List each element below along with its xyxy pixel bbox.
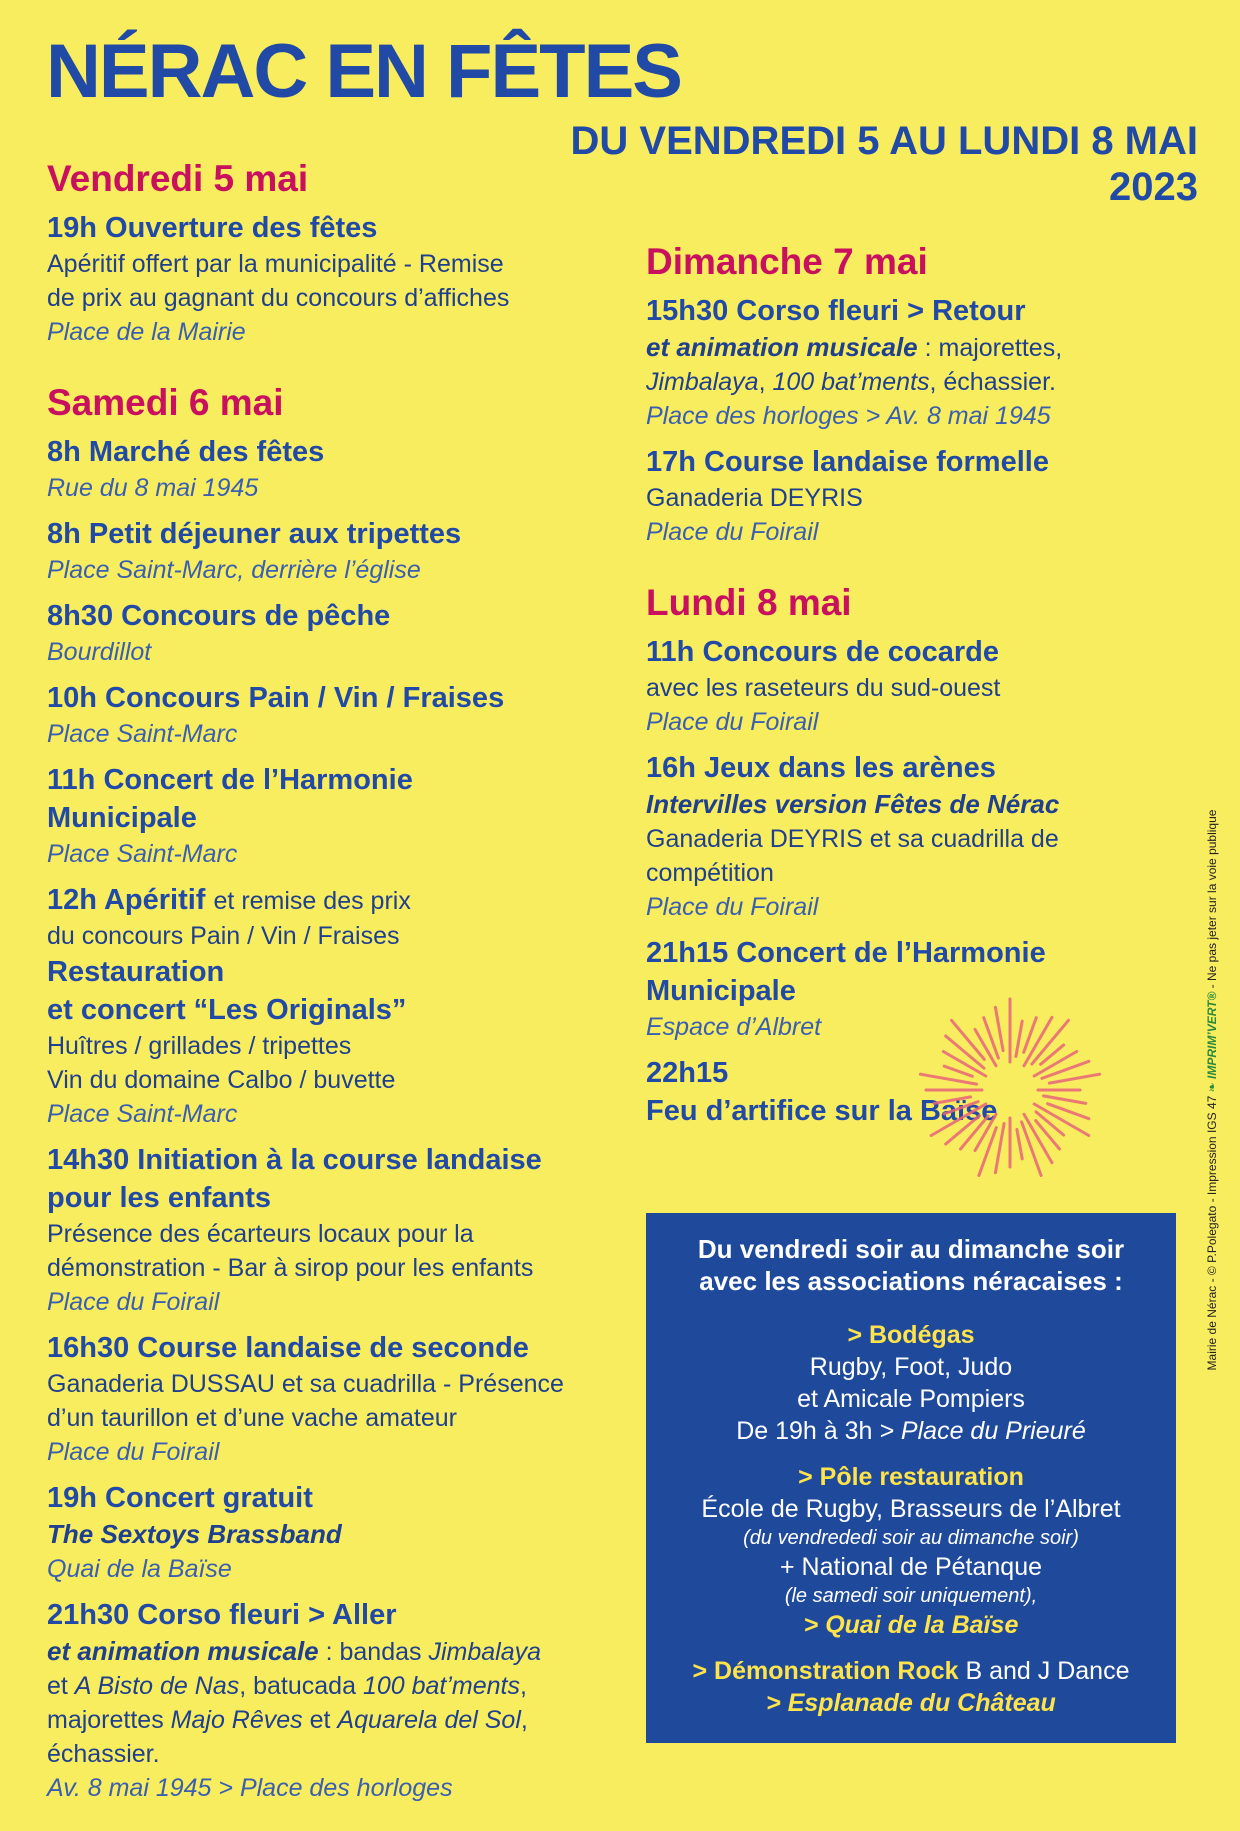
event-item: [47, 1479, 627, 1586]
text: : bandas: [318, 1638, 429, 1666]
event-time: 8h: [47, 436, 81, 468]
firework-ray: [1036, 1121, 1060, 1149]
firework-ray: [1016, 1021, 1022, 1056]
band-name: Jimbalaya: [646, 368, 759, 396]
event-desc: Ganaderia DEYRIS et sa cuadrilla de: [646, 825, 1059, 853]
event-item: [47, 597, 627, 669]
event-item: [646, 443, 1146, 549]
text: ,: [520, 1672, 527, 1700]
assoc-section-pole: [646, 1461, 1176, 1641]
event-desc: compétition: [646, 859, 774, 887]
event-desc: du concours Pain / Vin / Fraises: [47, 922, 400, 950]
event-place: Place du Foirail: [646, 893, 819, 921]
event-title-cont: Municipale: [646, 975, 796, 1007]
firework-ray: [1022, 1122, 1042, 1176]
assoc-line: + National de Pétanque: [779, 1553, 1042, 1581]
firework-ray: [1049, 1074, 1099, 1083]
event-time: 11h: [47, 764, 96, 796]
event-title: Course landaise formelle: [704, 446, 1049, 478]
text: ,: [520, 1706, 528, 1734]
event-desc: Huîtres / grillades / tripettes: [47, 1032, 352, 1060]
event-title: Course landaise de seconde: [137, 1332, 529, 1364]
page-title: NÉRAC EN FÊTES: [46, 29, 681, 114]
event-place: Rue du 8 mai 1945: [47, 474, 259, 502]
firework-icon: [910, 990, 1110, 1190]
event-title: Corso fleuri > Aller: [137, 1599, 397, 1631]
assoc-title: > Pôle restauration: [798, 1463, 1024, 1491]
event-desc: Ganaderia DUSSAU et sa cuadrilla - Présence: [47, 1370, 564, 1398]
text: et: [47, 1672, 75, 1700]
event-place: Place du Foirail: [646, 708, 819, 736]
event-item: [47, 515, 627, 587]
event-title: Concert gratuit: [105, 1482, 313, 1514]
event-title: Feu d’artifice sur la Baïse: [646, 1095, 998, 1127]
event-item: [47, 433, 627, 505]
band-name: A Bisto de Nas: [74, 1672, 240, 1700]
event-subtitle: et concert “Les Originals”: [47, 994, 407, 1026]
event-title: Concours de pêche: [121, 600, 391, 632]
event-desc: Ganaderia DEYRIS: [646, 484, 863, 512]
event-desc: d’un taurillon et d’une vache amateur: [47, 1404, 457, 1432]
firework-ray: [979, 1128, 996, 1176]
event-place: Av. 8 mai 1945 > Place des horloges: [47, 1774, 453, 1802]
event-desc: Vin du domaine Calbo / buvette: [47, 1066, 396, 1094]
assoc-note: (le samedi soir uniquement),: [784, 1585, 1038, 1607]
assoc-title: > Démonstration Rock: [692, 1657, 959, 1685]
event-place: Place de la Mairie: [47, 318, 246, 346]
event-item: [47, 209, 627, 349]
event-item: [47, 761, 627, 871]
text: et: [302, 1706, 338, 1734]
assoc-place: > Quai de la Baïse: [803, 1611, 1019, 1639]
event-title: Concours Pain / Vin / Fraises: [105, 682, 505, 714]
firework-ray: [984, 1018, 999, 1059]
date-range-line: DU VENDREDI 5 AU LUNDI 8 MAI: [570, 119, 1198, 163]
assoc-heading: Du vendredi soir au dimanche soir: [697, 1234, 1125, 1264]
associations-box: [646, 1213, 1176, 1743]
event-time: 15h30: [646, 295, 729, 327]
event-item: [47, 1329, 627, 1469]
event-item: [646, 633, 1146, 739]
event-time: 22h15: [646, 1057, 729, 1089]
assoc-title: > Bodégas: [847, 1321, 975, 1349]
event-title: Marché des fêtes: [88, 436, 325, 468]
event-place: Quai de la Baïse: [47, 1555, 232, 1583]
day-heading-saturday: Samedi 6 mai: [47, 382, 284, 423]
event-desc: avec les raseteurs du sud-ouest: [646, 674, 1001, 702]
event-desc: démonstration - Bar à sirop pour les enfants: [47, 1254, 534, 1282]
firework-ray: [1017, 1129, 1022, 1159]
assoc-line: et Amicale Pompiers: [797, 1385, 1025, 1413]
event-desc: The Sextoys Brassband: [47, 1519, 342, 1549]
event-time: 10h: [47, 682, 97, 714]
event-title-cont: Municipale: [47, 802, 197, 834]
event-time: 8h: [47, 518, 81, 550]
event-place: Place du Foirail: [646, 518, 819, 546]
text: , batucada: [239, 1672, 363, 1700]
event-place: Bourdillot: [47, 638, 152, 666]
event-title: Concert de l’Harmonie: [736, 937, 1046, 969]
firework-ray: [1036, 1112, 1064, 1135]
event-time: 19h: [47, 212, 97, 244]
assoc-line: B and J Dance: [958, 1657, 1130, 1685]
text: ,: [758, 368, 773, 396]
event-place: Place Saint-Marc: [47, 1100, 238, 1128]
assoc-section-demo: [646, 1655, 1176, 1719]
imprim-vert-logo: IMPRIM’VERT®: [1205, 991, 1219, 1079]
event-place: Place Saint-Marc: [47, 720, 238, 748]
event-subtitle: Restauration: [47, 956, 225, 988]
assoc-section-bodegas: [646, 1319, 1176, 1447]
assoc-place: > Place du Prieuré: [879, 1417, 1086, 1445]
day-heading-friday: Vendredi 5 mai: [47, 158, 309, 199]
event-time: 14h30: [47, 1144, 130, 1176]
event-place: Espace d’Albret: [646, 1013, 822, 1041]
firework-ray: [995, 1124, 1004, 1173]
event-title: Jeux dans les arènes: [704, 752, 996, 784]
event-title: Concert de l’Harmonie: [103, 764, 413, 796]
event-item: [47, 881, 627, 1131]
event-anim: et animation musicale: [47, 1636, 319, 1666]
band-name: 100 bat’ments: [772, 368, 930, 396]
credits-text: Mairie de Nérac - © P.Polegato - Impression IGS 47: [1205, 1095, 1219, 1371]
assoc-place: > Esplanade du Château: [766, 1689, 1056, 1717]
event-item: [47, 1141, 627, 1319]
event-time: 21h30: [47, 1599, 130, 1631]
event-desc: Apéritif offert par la municipalité - Remise: [47, 250, 504, 278]
event-desc: de prix au gagnant du concours d’affiches: [47, 284, 510, 312]
event-time: 8h30: [47, 600, 114, 632]
event-place: Place des horloges > Av. 8 mai 1945: [646, 402, 1051, 430]
band-name: Aquarela del Sol: [337, 1706, 521, 1734]
assoc-heading: avec les associations néracaises :: [699, 1266, 1123, 1296]
event-time: 17h: [646, 446, 696, 478]
firework-ray: [975, 1029, 996, 1065]
event-item: [646, 292, 1146, 433]
event-title: Corso fleuri > Retour: [736, 295, 1026, 327]
event-item: [47, 1596, 627, 1805]
event-place: Place Saint-Marc: [47, 840, 238, 868]
event-time: 12h: [47, 884, 97, 916]
text: majorettes: [47, 1706, 171, 1734]
band-name: Jimbalaya: [428, 1638, 542, 1666]
event-desc: Intervilles version Fêtes de Nérac: [646, 789, 1060, 819]
left-column: [47, 157, 627, 1815]
event-desc: échassier.: [47, 1740, 160, 1768]
firework-ray: [934, 1097, 970, 1104]
event-place: Place du Foirail: [47, 1288, 220, 1316]
event-item: [47, 679, 627, 751]
event-title: Initiation à la course landaise: [137, 1144, 542, 1176]
event-title: Apéritif: [103, 884, 206, 916]
event-place: Place du Foirail: [47, 1438, 220, 1466]
event-item: [646, 749, 1146, 924]
day-heading-monday: Lundi 8 mai: [646, 582, 852, 623]
credits-vertical: [1200, 740, 1224, 1440]
leaf-icon: ❧: [1205, 1078, 1219, 1093]
event-title: Ouverture des fêtes: [105, 212, 378, 244]
band-name: 100 bat’ments: [362, 1672, 520, 1700]
assoc-line: École de Rugby, Brasseurs de l’Albret: [701, 1495, 1121, 1523]
event-anim: et animation musicale: [646, 332, 918, 362]
event-desc: Présence des écarteurs locaux pour la: [47, 1220, 474, 1248]
event-time: 19h: [47, 1482, 97, 1514]
assoc-time: De 19h à 3h: [736, 1417, 880, 1445]
event-desc: et remise des prix: [213, 887, 411, 915]
assoc-note: (du vendrededi soir au dimanche soir): [743, 1527, 1079, 1549]
firework-ray: [1044, 1096, 1086, 1104]
event-time: 16h30: [47, 1332, 130, 1364]
event-time: 21h15: [646, 937, 729, 969]
event-title-cont: pour les enfants: [47, 1182, 271, 1214]
event-time: 11h: [646, 636, 695, 668]
firework-ray: [944, 1066, 972, 1076]
band-name: Majo Rêves: [170, 1706, 303, 1734]
assoc-line: Rugby, Foot, Judo: [809, 1353, 1013, 1381]
day-heading-sunday: Dimanche 7 mai: [646, 241, 928, 282]
credits-notice: - Ne pas jeter sur la voie publique: [1205, 809, 1219, 989]
event-time: 16h: [646, 752, 696, 784]
event-title: Petit déjeuner aux tripettes: [88, 518, 462, 550]
text: : majorettes,: [917, 334, 1063, 362]
date-range: [571, 118, 1198, 210]
event-place: Place Saint-Marc, derrière l’église: [47, 556, 421, 584]
firework-ray: [946, 1116, 980, 1144]
event-title: Concours de cocarde: [702, 636, 999, 668]
date-year: 2023: [1109, 165, 1198, 209]
firework-ray: [995, 1007, 1003, 1050]
text: , échassier.: [929, 368, 1056, 396]
